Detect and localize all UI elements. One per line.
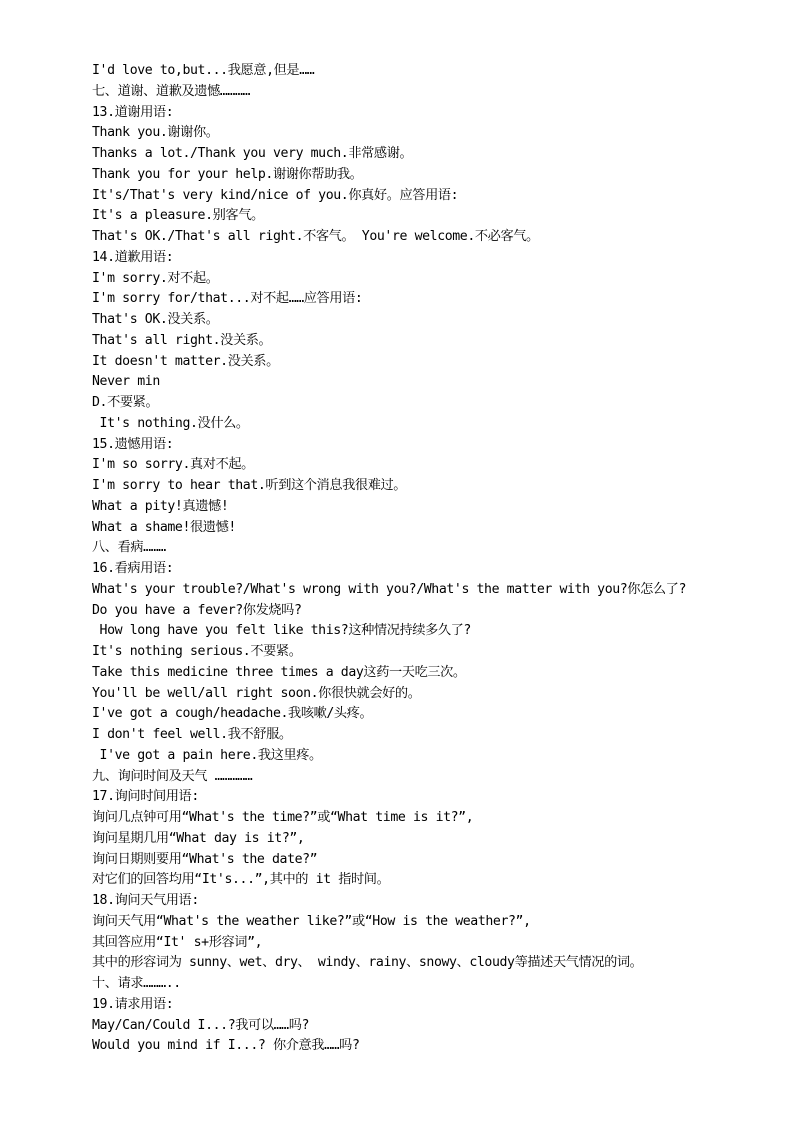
text-line: It's nothing.没什么。: [92, 415, 249, 431]
text-line: Never min: [92, 374, 160, 390]
text-line: You'll be well/all right soon.你很快就会好的。: [92, 685, 421, 701]
text-line: D.不要紧。: [92, 395, 159, 410]
text-line: I've got a pain here.我这里疼。: [92, 747, 322, 763]
subsection-heading: 16.看病用语:: [92, 561, 174, 576]
text-line: May/Can/Could I...?我可以……吗?: [92, 1017, 310, 1033]
text-line: What a pity!真遗憾!: [92, 498, 229, 514]
text-line: I'd love to,but...我愿意,但是……: [92, 63, 315, 78]
text-line: Do you have a fever?你发烧吗?: [92, 602, 302, 618]
text-line: It's/That's very kind/nice of you.你真好。应答用语:: [92, 187, 459, 203]
text-line: How long have you felt like this?这种情况持续多久了?: [92, 623, 471, 639]
text-line: What's your trouble?/What's wrong with you?/What's the matter with you?你怎么了?: [92, 581, 686, 597]
text-line: That's OK./That's all right.不客气。 You're welcome.不必客气。: [92, 229, 539, 244]
text-line: I'm sorry to hear that.听到这个消息我很难过。: [92, 478, 407, 493]
text-line: What a shame!很遗憾!: [92, 519, 236, 535]
text-line: Thank you.谢谢你。: [92, 125, 219, 141]
text-line: 询问几点钟可用“What's the time?”或“What time is it?”,: [92, 810, 474, 825]
subsection-heading: 17.询问时间用语:: [92, 789, 199, 805]
section-heading: 九、询问时间及天气 ……………: [92, 768, 253, 784]
text-line: I'm so sorry.真对不起。: [92, 457, 254, 473]
subsection-heading: 13.道谢用语:: [92, 104, 174, 120]
text-line: It's nothing serious.不要紧。: [92, 644, 302, 659]
text-line: 询问天气用“What's the weather like?”或“How is the weather?”,: [92, 913, 531, 929]
text-line: 对它们的回答均用“It's...”,其中的 it 指时间。: [92, 872, 390, 888]
text-line: It doesn't matter.没关系。: [92, 353, 279, 369]
text-line: Thanks a lot./Thank you very much.非常感谢。: [92, 146, 413, 161]
text-line: I don't feel well.我不舒服。: [92, 727, 292, 742]
text-line: I'm sorry.对不起。: [92, 270, 219, 286]
subsection-heading: 18.询问天气用语:: [92, 893, 199, 908]
section-heading: 十、请求………..: [92, 976, 181, 991]
text-line: That's all right.没关系。: [92, 332, 272, 348]
text-line: 询问日期则要用“What's the date?”: [92, 851, 318, 867]
text-line: I'm sorry for/that...对不起……应答用语:: [92, 291, 363, 307]
text-line: 询问星期几用“What day is it?”,: [92, 830, 305, 846]
text-line: 其中的形容词为 sunny、wet、dry、 windy、rainy、snowy、cloudy等描述天气情况的词。: [92, 955, 643, 971]
section-heading: 八、看病………: [92, 540, 166, 556]
text-line: It's a pleasure.别客气。: [92, 208, 264, 224]
text-line: Would you mind if I...? 你介意我……吗?: [92, 1038, 360, 1054]
text-line: Take this medicine three times a day这药一天吃三次。: [92, 664, 466, 680]
text-line: Thank you for your help.谢谢你帮助我。: [92, 166, 363, 182]
section-heading: 七、道谢、道歉及遗憾…………: [92, 83, 251, 99]
subsection-heading: 15.遗憾用语:: [92, 436, 174, 452]
text-line: I've got a cough/headache.我咳嗽/头疼。: [92, 706, 373, 722]
document-page: [92, 61, 782, 1057]
text-line: 其回答应用“It' s+形容词”,: [92, 934, 263, 950]
subsection-heading: 14.道歉用语:: [92, 249, 174, 265]
subsection-heading: 19.请求用语:: [92, 996, 174, 1012]
text-line: That's OK.没关系。: [92, 312, 219, 327]
